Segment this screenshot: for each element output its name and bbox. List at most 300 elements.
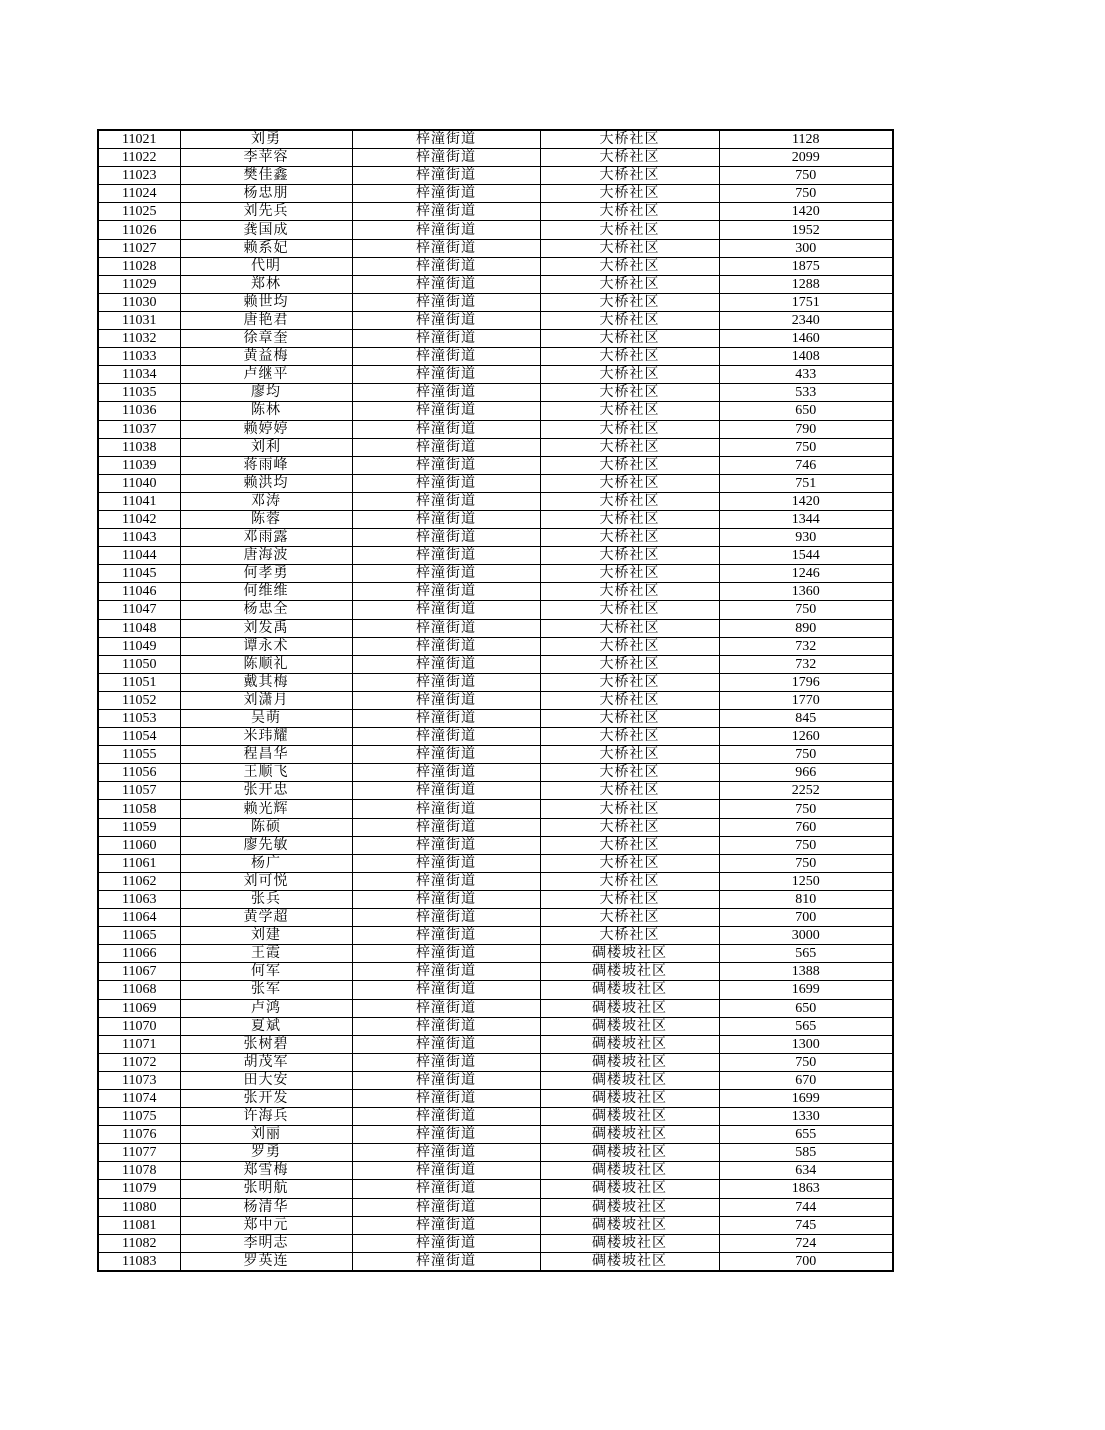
table-row (98, 203, 893, 221)
community-cell: 大桥社区 (540, 583, 719, 601)
name-cell: 王顺飞 (180, 764, 352, 782)
name-cell: 唐艳君 (180, 311, 352, 329)
street-cell: 梓潼街道 (352, 130, 540, 149)
table-row (98, 420, 893, 438)
record-id-cell: 11044 (98, 547, 180, 565)
name-cell: 何维维 (180, 583, 352, 601)
amount-cell: 700 (719, 1252, 893, 1271)
amount-cell: 1250 (719, 872, 893, 890)
street-cell: 梓潼街道 (352, 492, 540, 510)
table-row (98, 691, 893, 709)
community-cell: 大桥社区 (540, 710, 719, 728)
record-id-cell: 11029 (98, 275, 180, 293)
amount-cell: 1260 (719, 728, 893, 746)
record-id-cell: 11053 (98, 710, 180, 728)
amount-cell: 1751 (719, 293, 893, 311)
community-cell: 大桥社区 (540, 492, 719, 510)
community-cell: 大桥社区 (540, 673, 719, 691)
community-cell: 大桥社区 (540, 800, 719, 818)
name-cell: 廖先敏 (180, 836, 352, 854)
amount-cell: 724 (719, 1234, 893, 1252)
amount-cell: 433 (719, 366, 893, 384)
amount-cell: 750 (719, 167, 893, 185)
community-cell: 大桥社区 (540, 130, 719, 149)
name-cell: 张开忠 (180, 782, 352, 800)
table-row (98, 529, 893, 547)
name-cell: 张明航 (180, 1180, 352, 1198)
amount-cell: 810 (719, 890, 893, 908)
community-cell: 大桥社区 (540, 836, 719, 854)
amount-cell: 533 (719, 384, 893, 402)
amount-cell: 1408 (719, 348, 893, 366)
street-cell: 梓潼街道 (352, 1089, 540, 1107)
record-id-cell: 11036 (98, 402, 180, 420)
community-cell: 大桥社区 (540, 619, 719, 637)
community-cell: 大桥社区 (540, 909, 719, 927)
name-cell: 罗英连 (180, 1252, 352, 1271)
record-id-cell: 11072 (98, 1053, 180, 1071)
amount-cell: 1460 (719, 330, 893, 348)
record-id-cell: 11058 (98, 800, 180, 818)
community-cell: 碉楼坡社区 (540, 1089, 719, 1107)
name-cell: 徐章奎 (180, 330, 352, 348)
amount-cell: 750 (719, 601, 893, 619)
name-cell: 杨清华 (180, 1198, 352, 1216)
record-id-cell: 11070 (98, 1017, 180, 1035)
street-cell: 梓潼街道 (352, 728, 540, 746)
table-row (98, 963, 893, 981)
amount-cell: 1300 (719, 1035, 893, 1053)
community-cell: 大桥社区 (540, 257, 719, 275)
name-cell: 田大安 (180, 1071, 352, 1089)
street-cell: 梓潼街道 (352, 710, 540, 728)
street-cell: 梓潼街道 (352, 293, 540, 311)
name-cell: 张开发 (180, 1089, 352, 1107)
street-cell: 梓潼街道 (352, 800, 540, 818)
table-row (98, 1144, 893, 1162)
community-cell: 大桥社区 (540, 782, 719, 800)
community-cell: 大桥社区 (540, 854, 719, 872)
table-row (98, 293, 893, 311)
record-id-cell: 11056 (98, 764, 180, 782)
street-cell: 梓潼街道 (352, 836, 540, 854)
name-cell: 罗勇 (180, 1144, 352, 1162)
amount-cell: 670 (719, 1071, 893, 1089)
table-body (98, 130, 893, 1271)
community-cell: 大桥社区 (540, 420, 719, 438)
record-id-cell: 11079 (98, 1180, 180, 1198)
street-cell: 梓潼街道 (352, 583, 540, 601)
amount-cell: 1330 (719, 1108, 893, 1126)
community-cell: 大桥社区 (540, 366, 719, 384)
name-cell: 刘先兵 (180, 203, 352, 221)
street-cell: 梓潼街道 (352, 746, 540, 764)
amount-cell: 790 (719, 420, 893, 438)
street-cell: 梓潼街道 (352, 167, 540, 185)
community-cell: 大桥社区 (540, 203, 719, 221)
table-row (98, 565, 893, 583)
table-row (98, 221, 893, 239)
name-cell: 代明 (180, 257, 352, 275)
table-row (98, 818, 893, 836)
street-cell: 梓潼街道 (352, 1234, 540, 1252)
street-cell: 梓潼街道 (352, 384, 540, 402)
amount-cell: 1388 (719, 963, 893, 981)
amount-cell: 930 (719, 529, 893, 547)
table-row (98, 474, 893, 492)
amount-cell: 1288 (719, 275, 893, 293)
record-id-cell: 11038 (98, 438, 180, 456)
street-cell: 梓潼街道 (352, 981, 540, 999)
street-cell: 梓潼街道 (352, 1108, 540, 1126)
community-cell: 大桥社区 (540, 330, 719, 348)
table-row (98, 185, 893, 203)
record-id-cell: 11032 (98, 330, 180, 348)
community-cell: 大桥社区 (540, 402, 719, 420)
table-row (98, 311, 893, 329)
record-id-cell: 11023 (98, 167, 180, 185)
table-row (98, 438, 893, 456)
name-cell: 李苹容 (180, 149, 352, 167)
table-row (98, 1216, 893, 1234)
record-id-cell: 11052 (98, 691, 180, 709)
community-cell: 大桥社区 (540, 384, 719, 402)
name-cell: 黄益梅 (180, 348, 352, 366)
amount-cell: 300 (719, 239, 893, 257)
name-cell: 黄学超 (180, 909, 352, 927)
table-row (98, 746, 893, 764)
street-cell: 梓潼街道 (352, 764, 540, 782)
data-table (97, 129, 894, 1272)
amount-cell: 1863 (719, 1180, 893, 1198)
name-cell: 米玮耀 (180, 728, 352, 746)
table-row (98, 366, 893, 384)
community-cell: 大桥社区 (540, 185, 719, 203)
name-cell: 卢鸿 (180, 999, 352, 1017)
name-cell: 蒋雨峰 (180, 456, 352, 474)
amount-cell: 2099 (719, 149, 893, 167)
record-id-cell: 11062 (98, 872, 180, 890)
community-cell: 大桥社区 (540, 456, 719, 474)
record-id-cell: 11078 (98, 1162, 180, 1180)
table-row (98, 637, 893, 655)
table-row (98, 1162, 893, 1180)
record-id-cell: 11048 (98, 619, 180, 637)
street-cell: 梓潼街道 (352, 1216, 540, 1234)
community-cell: 大桥社区 (540, 239, 719, 257)
name-cell: 杨广 (180, 854, 352, 872)
table-row (98, 583, 893, 601)
record-id-cell: 11054 (98, 728, 180, 746)
street-cell: 梓潼街道 (352, 529, 540, 547)
amount-cell: 1875 (719, 257, 893, 275)
community-cell: 大桥社区 (540, 927, 719, 945)
street-cell: 梓潼街道 (352, 257, 540, 275)
name-cell: 何军 (180, 963, 352, 981)
name-cell: 邓涛 (180, 492, 352, 510)
amount-cell: 746 (719, 456, 893, 474)
record-id-cell: 11059 (98, 818, 180, 836)
record-id-cell: 11060 (98, 836, 180, 854)
table-row (98, 275, 893, 293)
table-row (98, 239, 893, 257)
community-cell: 碉楼坡社区 (540, 1071, 719, 1089)
record-id-cell: 11043 (98, 529, 180, 547)
street-cell: 梓潼街道 (352, 854, 540, 872)
amount-cell: 634 (719, 1162, 893, 1180)
record-id-cell: 11026 (98, 221, 180, 239)
table-row (98, 257, 893, 275)
amount-cell: 700 (719, 909, 893, 927)
street-cell: 梓潼街道 (352, 149, 540, 167)
community-cell: 大桥社区 (540, 529, 719, 547)
street-cell: 梓潼街道 (352, 1035, 540, 1053)
table-row (98, 673, 893, 691)
record-id-cell: 11077 (98, 1144, 180, 1162)
street-cell: 梓潼街道 (352, 565, 540, 583)
community-cell: 大桥社区 (540, 438, 719, 456)
record-id-cell: 11080 (98, 1198, 180, 1216)
table-row (98, 1035, 893, 1053)
amount-cell: 655 (719, 1126, 893, 1144)
record-id-cell: 11074 (98, 1089, 180, 1107)
name-cell: 刘建 (180, 927, 352, 945)
community-cell: 碉楼坡社区 (540, 1126, 719, 1144)
table-row (98, 510, 893, 528)
amount-cell: 650 (719, 999, 893, 1017)
street-cell: 梓潼街道 (352, 1053, 540, 1071)
name-cell: 卢继平 (180, 366, 352, 384)
community-cell: 大桥社区 (540, 890, 719, 908)
community-cell: 碉楼坡社区 (540, 945, 719, 963)
street-cell: 梓潼街道 (352, 221, 540, 239)
record-id-cell: 11042 (98, 510, 180, 528)
community-cell: 碉楼坡社区 (540, 981, 719, 999)
name-cell: 刘勇 (180, 130, 352, 149)
amount-cell: 750 (719, 185, 893, 203)
community-cell: 碉楼坡社区 (540, 999, 719, 1017)
amount-cell: 1420 (719, 492, 893, 510)
community-cell: 大桥社区 (540, 818, 719, 836)
table-row (98, 384, 893, 402)
street-cell: 梓潼街道 (352, 348, 540, 366)
street-cell: 梓潼街道 (352, 1144, 540, 1162)
record-id-cell: 11047 (98, 601, 180, 619)
community-cell: 碉楼坡社区 (540, 1108, 719, 1126)
community-cell: 大桥社区 (540, 601, 719, 619)
record-id-cell: 11075 (98, 1108, 180, 1126)
table-row (98, 1053, 893, 1071)
record-id-cell: 11066 (98, 945, 180, 963)
community-cell: 大桥社区 (540, 547, 719, 565)
name-cell: 王霞 (180, 945, 352, 963)
name-cell: 郑雪梅 (180, 1162, 352, 1180)
street-cell: 梓潼街道 (352, 474, 540, 492)
table-row (98, 1089, 893, 1107)
community-cell: 大桥社区 (540, 221, 719, 239)
name-cell: 赖光辉 (180, 800, 352, 818)
record-id-cell: 11050 (98, 655, 180, 673)
street-cell: 梓潼街道 (352, 1252, 540, 1271)
table-row (98, 872, 893, 890)
amount-cell: 890 (719, 619, 893, 637)
amount-cell: 1344 (719, 510, 893, 528)
amount-cell: 1360 (719, 583, 893, 601)
street-cell: 梓潼街道 (352, 927, 540, 945)
community-cell: 碉楼坡社区 (540, 1035, 719, 1053)
name-cell: 唐海波 (180, 547, 352, 565)
name-cell: 刘利 (180, 438, 352, 456)
community-cell: 碉楼坡社区 (540, 1234, 719, 1252)
table-row (98, 130, 893, 149)
name-cell: 刘发禹 (180, 619, 352, 637)
community-cell: 大桥社区 (540, 691, 719, 709)
record-id-cell: 11034 (98, 366, 180, 384)
record-id-cell: 11031 (98, 311, 180, 329)
street-cell: 梓潼街道 (352, 673, 540, 691)
street-cell: 梓潼街道 (352, 438, 540, 456)
record-id-cell: 11049 (98, 637, 180, 655)
community-cell: 大桥社区 (540, 167, 719, 185)
community-cell: 大桥社区 (540, 510, 719, 528)
name-cell: 戴其梅 (180, 673, 352, 691)
street-cell: 梓潼街道 (352, 963, 540, 981)
street-cell: 梓潼街道 (352, 691, 540, 709)
record-id-cell: 11063 (98, 890, 180, 908)
street-cell: 梓潼街道 (352, 203, 540, 221)
street-cell: 梓潼街道 (352, 782, 540, 800)
street-cell: 梓潼街道 (352, 275, 540, 293)
name-cell: 张军 (180, 981, 352, 999)
amount-cell: 1796 (719, 673, 893, 691)
amount-cell: 565 (719, 1017, 893, 1035)
name-cell: 赖洪均 (180, 474, 352, 492)
amount-cell: 750 (719, 746, 893, 764)
table-row (98, 909, 893, 927)
community-cell: 大桥社区 (540, 746, 719, 764)
amount-cell: 2340 (719, 311, 893, 329)
record-id-cell: 11083 (98, 1252, 180, 1271)
amount-cell: 1128 (719, 130, 893, 149)
table-row (98, 890, 893, 908)
amount-cell: 750 (719, 854, 893, 872)
record-id-cell: 11033 (98, 348, 180, 366)
street-cell: 梓潼街道 (352, 239, 540, 257)
community-cell: 碉楼坡社区 (540, 1053, 719, 1071)
community-cell: 大桥社区 (540, 764, 719, 782)
record-id-cell: 11025 (98, 203, 180, 221)
community-cell: 大桥社区 (540, 293, 719, 311)
table-row (98, 1234, 893, 1252)
record-id-cell: 11081 (98, 1216, 180, 1234)
record-id-cell: 11035 (98, 384, 180, 402)
community-cell: 大桥社区 (540, 728, 719, 746)
table-row (98, 1017, 893, 1035)
street-cell: 梓潼街道 (352, 185, 540, 203)
record-id-cell: 11028 (98, 257, 180, 275)
amount-cell: 732 (719, 655, 893, 673)
record-id-cell: 11021 (98, 130, 180, 149)
name-cell: 刘可悦 (180, 872, 352, 890)
table-row (98, 945, 893, 963)
amount-cell: 650 (719, 402, 893, 420)
record-id-cell: 11061 (98, 854, 180, 872)
amount-cell: 845 (719, 710, 893, 728)
amount-cell: 3000 (719, 927, 893, 945)
table-row (98, 800, 893, 818)
record-id-cell: 11022 (98, 149, 180, 167)
record-id-cell: 11046 (98, 583, 180, 601)
street-cell: 梓潼街道 (352, 1198, 540, 1216)
table-row (98, 728, 893, 746)
name-cell: 樊佳鑫 (180, 167, 352, 185)
street-cell: 梓潼街道 (352, 1180, 540, 1198)
table-row (98, 927, 893, 945)
amount-cell: 585 (719, 1144, 893, 1162)
table-row (98, 402, 893, 420)
table-row (98, 854, 893, 872)
street-cell: 梓潼街道 (352, 619, 540, 637)
community-cell: 碉楼坡社区 (540, 1198, 719, 1216)
community-cell: 碉楼坡社区 (540, 1216, 719, 1234)
table-row (98, 655, 893, 673)
record-id-cell: 11065 (98, 927, 180, 945)
street-cell: 梓潼街道 (352, 637, 540, 655)
table-row (98, 1108, 893, 1126)
name-cell: 邓雨露 (180, 529, 352, 547)
community-cell: 碉楼坡社区 (540, 963, 719, 981)
community-cell: 大桥社区 (540, 149, 719, 167)
name-cell: 赖世均 (180, 293, 352, 311)
community-cell: 大桥社区 (540, 565, 719, 583)
street-cell: 梓潼街道 (352, 456, 540, 474)
amount-cell: 750 (719, 1053, 893, 1071)
table-row (98, 167, 893, 185)
name-cell: 赖系妃 (180, 239, 352, 257)
amount-cell: 1952 (719, 221, 893, 239)
amount-cell: 1544 (719, 547, 893, 565)
street-cell: 梓潼街道 (352, 366, 540, 384)
street-cell: 梓潼街道 (352, 909, 540, 927)
street-cell: 梓潼街道 (352, 547, 540, 565)
name-cell: 许海兵 (180, 1108, 352, 1126)
name-cell: 郑林 (180, 275, 352, 293)
record-id-cell: 11067 (98, 963, 180, 981)
street-cell: 梓潼街道 (352, 402, 540, 420)
name-cell: 陈蓉 (180, 510, 352, 528)
name-cell: 胡茂军 (180, 1053, 352, 1071)
street-cell: 梓潼街道 (352, 655, 540, 673)
amount-cell: 732 (719, 637, 893, 655)
community-cell: 碉楼坡社区 (540, 1180, 719, 1198)
record-id-cell: 11040 (98, 474, 180, 492)
street-cell: 梓潼街道 (352, 818, 540, 836)
table-row (98, 149, 893, 167)
table-row (98, 492, 893, 510)
amount-cell: 750 (719, 836, 893, 854)
community-cell: 碉楼坡社区 (540, 1017, 719, 1035)
record-id-cell: 11024 (98, 185, 180, 203)
table-row (98, 456, 893, 474)
amount-cell: 744 (719, 1198, 893, 1216)
street-cell: 梓潼街道 (352, 945, 540, 963)
table-row (98, 1071, 893, 1089)
table-row (98, 836, 893, 854)
street-cell: 梓潼街道 (352, 1126, 540, 1144)
name-cell: 刘丽 (180, 1126, 352, 1144)
name-cell: 郑中元 (180, 1216, 352, 1234)
name-cell: 陈顺礼 (180, 655, 352, 673)
